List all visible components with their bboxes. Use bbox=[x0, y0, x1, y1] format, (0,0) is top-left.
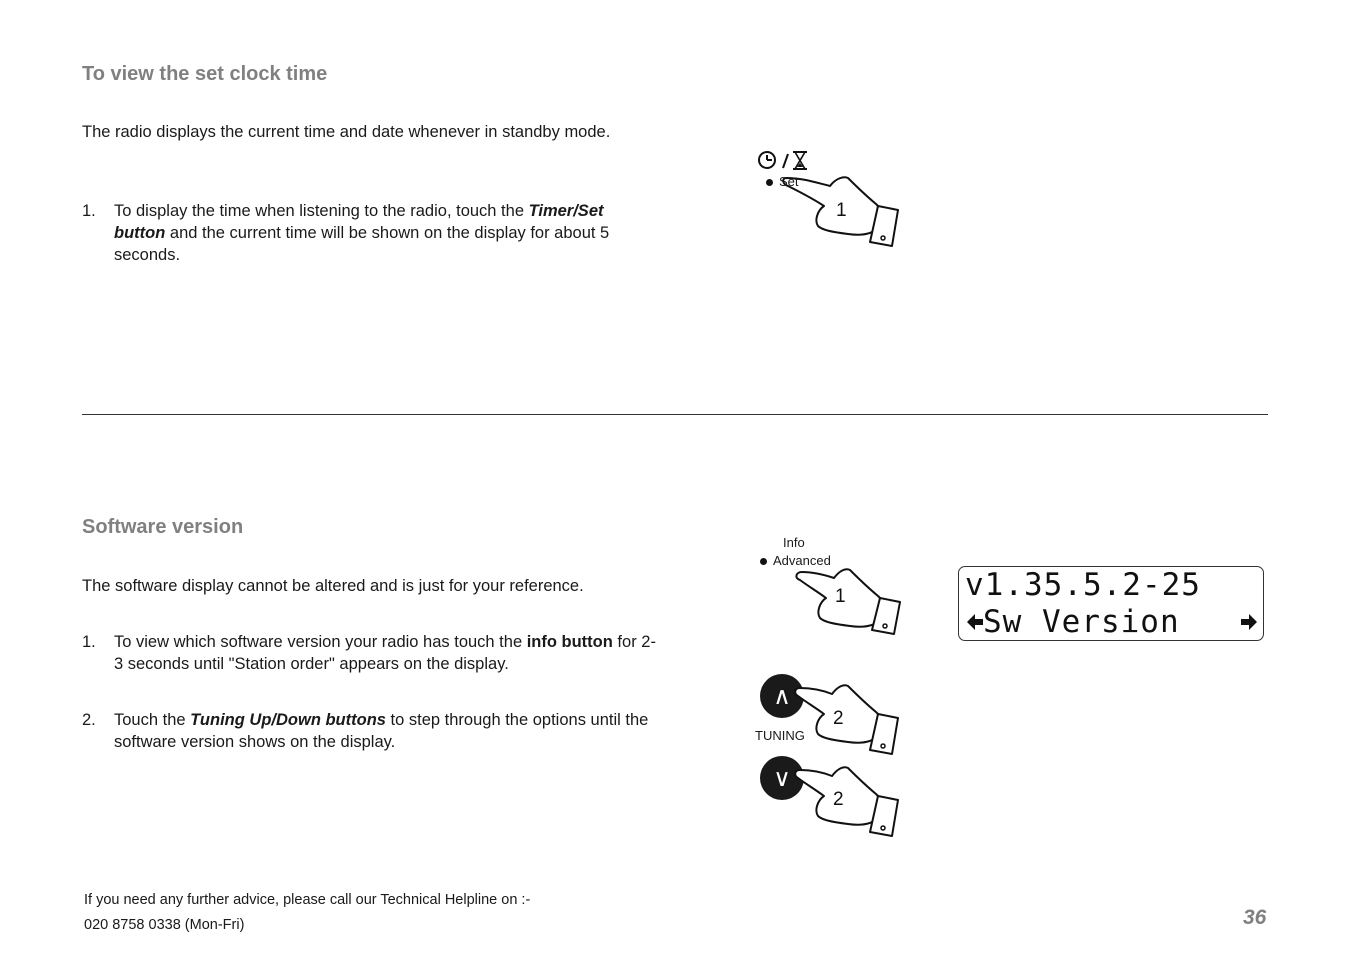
hourglass-icon bbox=[793, 152, 807, 169]
figure-step-number: 2 bbox=[833, 708, 844, 729]
section-divider bbox=[82, 414, 1268, 415]
step-software-2: 2. Touch the Tuning Up/Down buttons to step through the options until the software version shows on the display. bbox=[82, 711, 649, 751]
step-clock-1: 1. To display the time when listening to the radio, touch the Timer/Set button and the current time will be shown on the display for about 5 seconds. bbox=[82, 202, 610, 264]
figure-step-number: 2 bbox=[833, 789, 844, 810]
step-number: 1. bbox=[82, 202, 96, 220]
tuning-up-figure bbox=[752, 672, 912, 760]
tuning-buttons-ref: Tuning Up/Down buttons bbox=[190, 711, 386, 729]
info-button-figure bbox=[752, 534, 912, 639]
info-button-ref: info button bbox=[526, 633, 613, 651]
section-intro-software: The software display cannot be altered and is just for your reference. bbox=[82, 577, 584, 595]
step-software-1: 1. To view which software version your radio has touch the info button for 2-3 seconds until "Station order" appears on the display. bbox=[82, 633, 656, 673]
info-label: Info bbox=[783, 535, 805, 550]
section-intro-clock: The radio displays the current time and date whenever in standby mode. bbox=[82, 123, 611, 141]
pointing-hand-icon bbox=[752, 754, 912, 842]
clock-icon bbox=[759, 152, 775, 168]
section-title-clock: To view the set clock time bbox=[82, 63, 328, 85]
lcd-line-1: v1.35.5.2-25 bbox=[965, 567, 1201, 603]
right-arrow-icon bbox=[1239, 610, 1259, 634]
indicator-dot-icon bbox=[766, 179, 773, 186]
pointing-hand-icon bbox=[752, 672, 912, 760]
helpline-text: If you need any further advice, please call our Technical Helpline on :- bbox=[84, 892, 531, 908]
step-number: 1. bbox=[82, 633, 96, 651]
figure-step-number: 1 bbox=[836, 200, 847, 221]
helpline-phone: 020 8758 0338 (Mon-Fri) bbox=[84, 917, 245, 933]
lcd-display bbox=[958, 566, 1264, 641]
lcd-line-2: Sw Version bbox=[983, 604, 1180, 640]
pointing-hand-icon bbox=[752, 534, 912, 639]
chevron-down-icon: ∨ bbox=[773, 764, 791, 792]
tuning-label: TUNING bbox=[755, 728, 805, 743]
timer-set-button-ref: Timer/Set button bbox=[114, 202, 604, 242]
timer-set-figure bbox=[752, 148, 912, 253]
advanced-label: Advanced bbox=[760, 553, 831, 568]
left-arrow-icon bbox=[965, 610, 985, 634]
timer-set-button-illustration bbox=[752, 148, 912, 253]
tuning-down-figure bbox=[752, 754, 912, 842]
set-button-label: Set bbox=[766, 174, 799, 189]
step-number: 2. bbox=[82, 711, 96, 729]
section-title-software: Software version bbox=[82, 516, 244, 538]
figure-step-number: 1 bbox=[835, 586, 846, 607]
page-number: 36 bbox=[1243, 906, 1267, 929]
chevron-up-icon: ∧ bbox=[773, 682, 791, 710]
